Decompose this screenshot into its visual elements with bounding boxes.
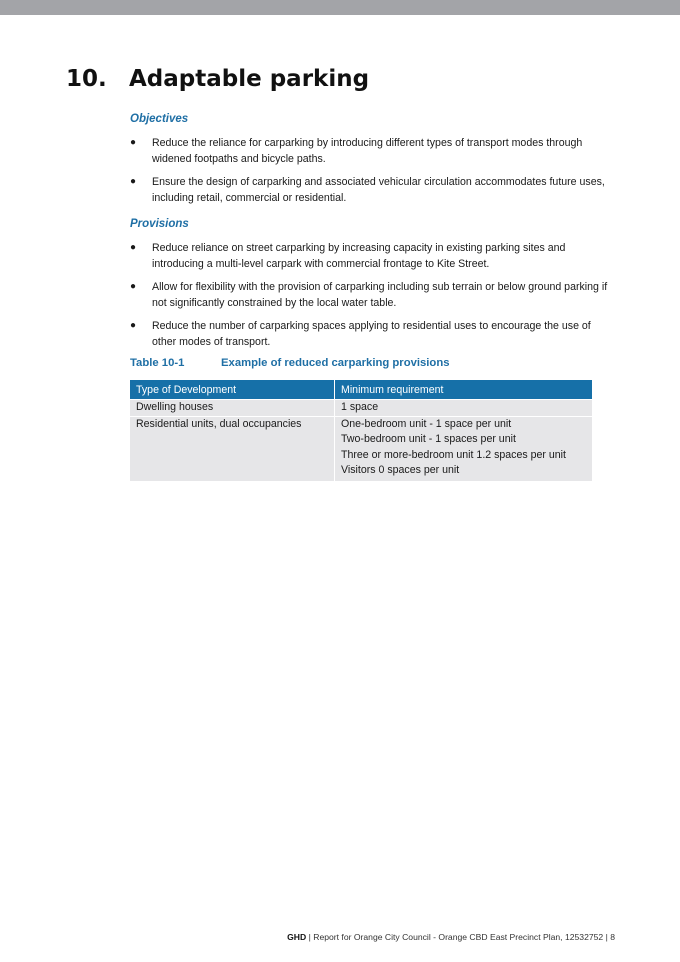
- requirement-line: Three or more-bedroom unit 1.2 spaces per unit: [341, 448, 566, 461]
- objectives-list: [130, 135, 615, 213]
- table-cell-requirement: [335, 416, 593, 481]
- top-bar: [0, 0, 680, 15]
- section-heading: [66, 66, 369, 92]
- table-caption-number: Table 10-1: [130, 357, 185, 369]
- table-header-row: [130, 380, 593, 400]
- objectives-heading: Objectives: [130, 113, 189, 125]
- requirement-line: Two-bedroom unit - 1 spaces per unit: [341, 433, 516, 445]
- bullet-icon: ●: [130, 320, 137, 331]
- table-cell-type: Dwelling houses: [130, 400, 335, 417]
- column-header-requirement: Minimum requirement: [335, 380, 593, 400]
- footer-brand: GHD: [287, 932, 307, 942]
- table-caption: [130, 357, 450, 369]
- bullet-icon: ●: [130, 176, 137, 187]
- bullet-icon: ●: [130, 137, 137, 148]
- provisions-list: [130, 240, 615, 357]
- section-number: 10.: [66, 66, 107, 92]
- footer-separator: |: [308, 932, 311, 942]
- requirement-line: One-bedroom unit - 1 space per unit: [341, 417, 512, 430]
- column-header-type: Type of Development: [130, 380, 335, 400]
- bullet-icon: ●: [130, 242, 137, 253]
- list-item: ● Reduce the number of carparking spaces applying to residential uses to encourage the use of other modes of transport.: [130, 320, 591, 348]
- footer-text: Report for Orange City Council - Orange CBD East Precinct Plan, 12532752: [313, 932, 604, 942]
- requirement-line: Visitors 0 spaces per unit: [341, 464, 460, 476]
- requirements-table: [130, 380, 593, 481]
- list-item: ● Reduce reliance on street carparking by increasing capacity in existing parking sites and introducing a multi-level carpark with commercial frontage to Kite Street.: [130, 242, 566, 270]
- list-item: ● Reduce the reliance for carparking by introducing different types of transport modes through widened footpaths and bicycle paths.: [130, 137, 583, 165]
- list-item: ● Allow for flexibility with the provision of carparking including sub terrain or below ground parking if not significantly constrained by the local water table.: [130, 281, 608, 309]
- bullet-icon: ●: [130, 281, 137, 292]
- table-row: [130, 400, 593, 417]
- page-footer: [287, 932, 615, 942]
- requirement-line: 1 space: [341, 401, 379, 413]
- footer-page-separator: |: [605, 932, 608, 942]
- section-title: Adaptable parking: [129, 66, 370, 92]
- table-row: [130, 416, 593, 481]
- list-item: ● Ensure the design of carparking and associated vehicular circulation accommodates future uses, including retail, commercial or residential.: [130, 176, 605, 204]
- page-number: 8: [610, 932, 615, 942]
- table-caption-title: Example of reduced carparking provisions: [221, 357, 450, 369]
- provisions-heading: Provisions: [130, 218, 189, 230]
- table-cell-type: Residential units, dual occupancies: [130, 416, 335, 481]
- table-cell-requirement: [335, 400, 593, 417]
